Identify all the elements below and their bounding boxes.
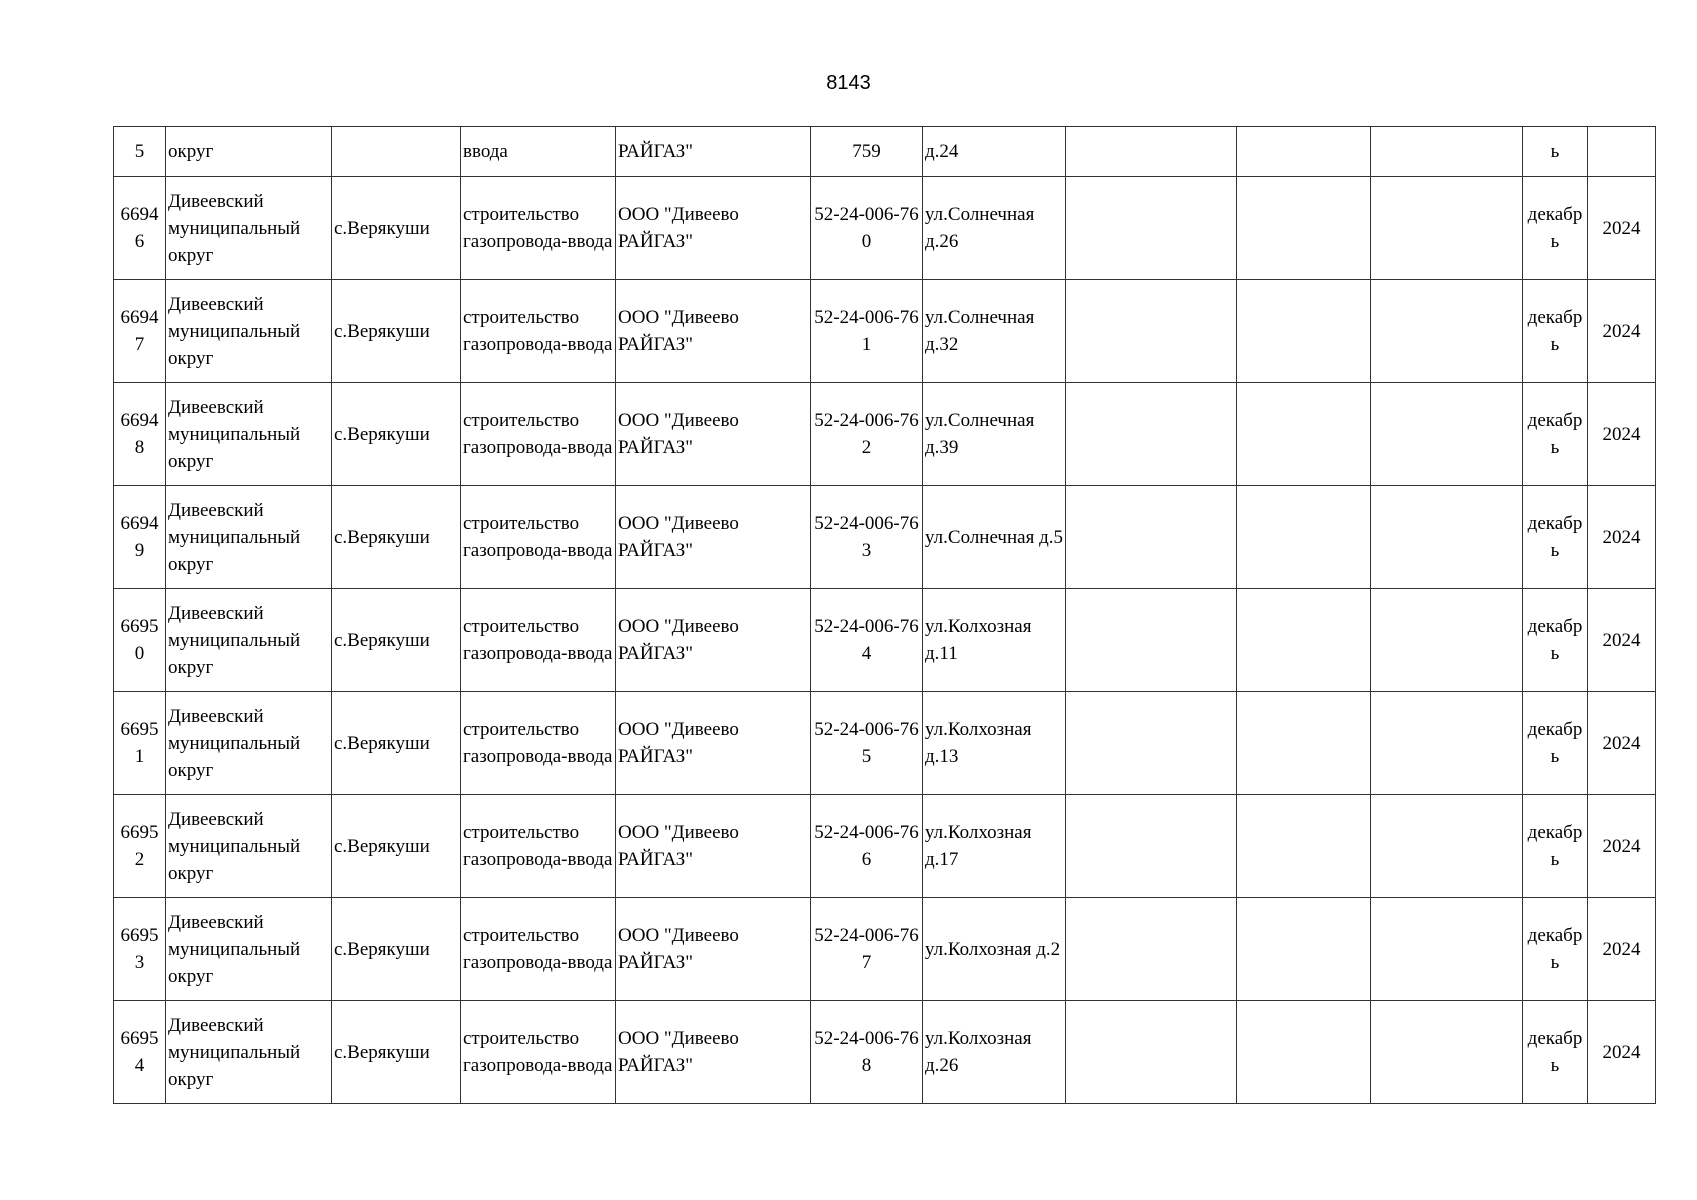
- cell-org: ООО "Дивеево РАЙГАЗ": [616, 280, 811, 383]
- cell-empty-2: [1237, 486, 1371, 589]
- cell-empty-3: [1371, 1001, 1523, 1104]
- cell-org: РАЙГАЗ": [616, 127, 811, 177]
- cell-num-text: 66949: [120, 513, 159, 561]
- cell-empty-3: [1371, 898, 1523, 1001]
- cell-empty-2: [1237, 1001, 1371, 1104]
- cell-num: [114, 589, 166, 692]
- cell-district: Дивеевский муниципальный округ: [166, 177, 332, 280]
- cell-empty-3: [1371, 127, 1523, 177]
- table-row: [114, 795, 1656, 898]
- cell-work: строительство газопровода-ввода: [461, 486, 616, 589]
- cell-year: 2024: [1588, 795, 1656, 898]
- cell-empty-2: [1237, 127, 1371, 177]
- cell-empty-1: [1066, 795, 1237, 898]
- cell-district: Дивеевский муниципальный округ: [166, 898, 332, 1001]
- cell-district: Дивеевский муниципальный округ: [166, 795, 332, 898]
- cell-district: Дивеевский муниципальный округ: [166, 280, 332, 383]
- cell-num: [114, 383, 166, 486]
- table-row: [114, 589, 1656, 692]
- cell-org: ООО "Дивеево РАЙГАЗ": [616, 1001, 811, 1104]
- cell-address: ул.Колхозная д.26: [923, 1001, 1066, 1104]
- cell-address: ул.Колхозная д.13: [923, 692, 1066, 795]
- cell-year: 2024: [1588, 692, 1656, 795]
- cell-cadastral: [811, 795, 923, 898]
- cell-month-text: декабрь: [1527, 925, 1583, 973]
- cell-address: д.24: [923, 127, 1066, 177]
- cell-empty-2: [1237, 898, 1371, 1001]
- cell-empty-1: [1066, 383, 1237, 486]
- cell-num: 5: [114, 127, 166, 177]
- cell-month: [1523, 177, 1588, 280]
- cell-num: [114, 898, 166, 1001]
- cell-num: [114, 692, 166, 795]
- cell-settlement: с.Верякуши: [332, 383, 461, 486]
- cell-settlement: с.Верякуши: [332, 898, 461, 1001]
- cell-month-text: декабрь: [1527, 616, 1583, 664]
- cell-cadastral-text: 52-24-006-766: [814, 822, 919, 870]
- cell-cadastral: [811, 1001, 923, 1104]
- cell-work: строительство газопровода-ввода: [461, 1001, 616, 1104]
- table-row: [114, 280, 1656, 383]
- cell-district: Дивеевский муниципальный округ: [166, 589, 332, 692]
- cell-month-text: декабрь: [1527, 410, 1583, 458]
- cell-settlement: с.Верякуши: [332, 589, 461, 692]
- cell-work: строительство газопровода-ввода: [461, 898, 616, 1001]
- table-row: [114, 383, 1656, 486]
- cell-cadastral-text: 52-24-006-761: [814, 307, 919, 355]
- cell-org: ООО "Дивеево РАЙГАЗ": [616, 177, 811, 280]
- cell-work: строительство газопровода-ввода: [461, 280, 616, 383]
- cell-empty-1: [1066, 280, 1237, 383]
- cell-empty-1: [1066, 127, 1237, 177]
- cell-empty-3: [1371, 383, 1523, 486]
- cell-address: ул.Солнечная д.32: [923, 280, 1066, 383]
- cell-month-text: декабрь: [1527, 822, 1583, 870]
- cell-empty-3: [1371, 280, 1523, 383]
- cell-month-text: декабрь: [1527, 513, 1583, 561]
- cell-empty-2: [1237, 280, 1371, 383]
- cell-work: строительство газопровода-ввода: [461, 589, 616, 692]
- cell-empty-2: [1237, 177, 1371, 280]
- cell-empty-3: [1371, 486, 1523, 589]
- cell-address: ул.Колхозная д.11: [923, 589, 1066, 692]
- cell-org: ООО "Дивеево РАЙГАЗ": [616, 486, 811, 589]
- cell-num-text: 66951: [120, 719, 159, 767]
- cell-org: ООО "Дивеево РАЙГАЗ": [616, 589, 811, 692]
- cell-address: ул.Солнечная д.5: [923, 486, 1066, 589]
- cell-org: ООО "Дивеево РАЙГАЗ": [616, 898, 811, 1001]
- registry-table: [113, 126, 1656, 1104]
- cell-month: [1523, 692, 1588, 795]
- cell-empty-1: [1066, 898, 1237, 1001]
- table-row: [114, 177, 1656, 280]
- cell-district: Дивеевский муниципальный округ: [166, 486, 332, 589]
- cell-year: 2024: [1588, 1001, 1656, 1104]
- cell-num: [114, 795, 166, 898]
- cell-org: ООО "Дивеево РАЙГАЗ": [616, 383, 811, 486]
- cell-month: [1523, 898, 1588, 1001]
- cell-year: 2024: [1588, 898, 1656, 1001]
- cell-district: Дивеевский муниципальный округ: [166, 1001, 332, 1104]
- cell-year: [1588, 127, 1656, 177]
- cell-district: Дивеевский муниципальный округ: [166, 692, 332, 795]
- cell-month: ь: [1523, 127, 1588, 177]
- cell-num-text: 66954: [120, 1028, 159, 1076]
- cell-num: [114, 486, 166, 589]
- table-row: [114, 898, 1656, 1001]
- cell-empty-1: [1066, 177, 1237, 280]
- cell-month: [1523, 280, 1588, 383]
- cell-settlement: с.Верякуши: [332, 1001, 461, 1104]
- cell-cadastral: [811, 486, 923, 589]
- cell-cadastral: [811, 280, 923, 383]
- cell-empty-1: [1066, 1001, 1237, 1104]
- cell-month-text: декабрь: [1527, 719, 1583, 767]
- cell-month-text: декабрь: [1527, 204, 1583, 252]
- cell-num-text: 66948: [120, 410, 159, 458]
- cell-year: 2024: [1588, 177, 1656, 280]
- cell-year: 2024: [1588, 589, 1656, 692]
- cell-cadastral: [811, 589, 923, 692]
- cell-cadastral-text: 52-24-006-760: [814, 204, 919, 252]
- cell-cadastral-text: 52-24-006-765: [814, 719, 919, 767]
- cell-settlement: с.Верякуши: [332, 280, 461, 383]
- cell-num-text: 66952: [120, 822, 159, 870]
- cell-year: 2024: [1588, 486, 1656, 589]
- cell-num-text: 66950: [120, 616, 159, 664]
- cell-org: ООО "Дивеево РАЙГАЗ": [616, 692, 811, 795]
- cell-address: ул.Солнечная д.39: [923, 383, 1066, 486]
- cell-num: [114, 280, 166, 383]
- cell-work: строительство газопровода-ввода: [461, 692, 616, 795]
- cell-empty-3: [1371, 589, 1523, 692]
- table-row: [114, 1001, 1656, 1104]
- cell-settlement: с.Верякуши: [332, 486, 461, 589]
- cell-year: 2024: [1588, 383, 1656, 486]
- cell-settlement: [332, 127, 461, 177]
- cell-cadastral-text: 52-24-006-768: [814, 1028, 919, 1076]
- cell-cadastral-text: 52-24-006-763: [814, 513, 919, 561]
- cell-month: [1523, 795, 1588, 898]
- cell-num: [114, 177, 166, 280]
- cell-cadastral: 759: [811, 127, 923, 177]
- cell-num-text: 66947: [120, 307, 159, 355]
- cell-empty-2: [1237, 692, 1371, 795]
- cell-year: 2024: [1588, 280, 1656, 383]
- cell-month: [1523, 486, 1588, 589]
- cell-cadastral: [811, 383, 923, 486]
- cell-cadastral-text: 52-24-006-762: [814, 410, 919, 458]
- table-body: [114, 127, 1656, 1104]
- cell-month: [1523, 1001, 1588, 1104]
- cell-org: ООО "Дивеево РАЙГАЗ": [616, 795, 811, 898]
- cell-work: строительство газопровода-ввода: [461, 177, 616, 280]
- cell-cadastral: [811, 177, 923, 280]
- cell-month-text: декабрь: [1527, 1028, 1583, 1076]
- cell-empty-2: [1237, 589, 1371, 692]
- cell-district: округ: [166, 127, 332, 177]
- cell-empty-3: [1371, 692, 1523, 795]
- cell-district: Дивеевский муниципальный округ: [166, 383, 332, 486]
- cell-empty-2: [1237, 383, 1371, 486]
- cell-empty-3: [1371, 177, 1523, 280]
- cell-cadastral: [811, 692, 923, 795]
- cell-work: ввода: [461, 127, 616, 177]
- cell-month: [1523, 589, 1588, 692]
- table-row: [114, 692, 1656, 795]
- cell-settlement: с.Верякуши: [332, 177, 461, 280]
- page-number: 8143: [826, 72, 871, 94]
- cell-empty-1: [1066, 589, 1237, 692]
- cell-empty-3: [1371, 795, 1523, 898]
- table-row-partial: [114, 127, 1656, 177]
- cell-address: ул.Колхозная д.17: [923, 795, 1066, 898]
- cell-num-text: 66953: [120, 925, 159, 973]
- cell-address: ул.Колхозная д.2: [923, 898, 1066, 1001]
- cell-settlement: с.Верякуши: [332, 795, 461, 898]
- cell-month: [1523, 383, 1588, 486]
- cell-num-text: 66946: [120, 204, 159, 252]
- cell-cadastral-text: 52-24-006-767: [814, 925, 919, 973]
- cell-month-text: декабрь: [1527, 307, 1583, 355]
- cell-work: строительство газопровода-ввода: [461, 383, 616, 486]
- cell-num: [114, 1001, 166, 1104]
- cell-settlement: с.Верякуши: [332, 692, 461, 795]
- cell-empty-2: [1237, 795, 1371, 898]
- cell-work: строительство газопровода-ввода: [461, 795, 616, 898]
- cell-empty-1: [1066, 692, 1237, 795]
- cell-cadastral-text: 52-24-006-764: [814, 616, 919, 664]
- cell-address: ул.Солнечная д.26: [923, 177, 1066, 280]
- table-row: [114, 486, 1656, 589]
- cell-cadastral: [811, 898, 923, 1001]
- cell-empty-1: [1066, 486, 1237, 589]
